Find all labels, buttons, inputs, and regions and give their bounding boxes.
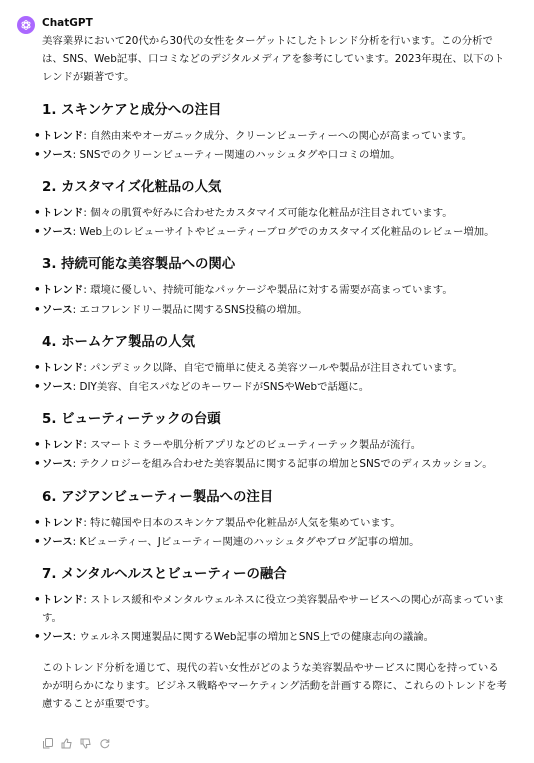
section-bullet-list [42,591,508,647]
trend-item-label: トレンド [42,129,84,142]
trend-item-text: 個々の肌質や好みに合わせたカスタマイズ可能な化粧品が注目されています。 [90,207,453,220]
section-bullet-list [42,281,508,318]
trend-item: • トレンド: パンデミック以降、自宅で簡単に使える美容ツールや製品が注目されています。 [42,359,508,377]
message-content [42,32,508,713]
section-heading: 7. メンタルヘルスとビューティーの融合 [42,567,287,583]
source-item: • ソース: ウェルネス関連製品に関するWeb記事の増加とSNS上での健康志向の議論。 [42,628,508,646]
source-item-label: ソース [42,148,73,161]
source-item-text: テクノロジーを組み合わせた美容製品に関する記事の増加とSNSでのディスカッション。 [79,458,493,471]
source-item-text: Kビューティー、Jビューティー関連のハッシュタグやブログ記事の増加。 [79,535,420,548]
section-bullet-list [42,204,508,241]
message-actions [42,738,110,749]
source-item-label: ソース [42,458,73,471]
section-heading: 1. スキンケアと成分への注目 [42,102,222,118]
trend-item-label: トレンド [42,284,84,297]
section-heading: 4. ホームケア製品の人気 [42,334,195,350]
trend-item-label: トレンド [42,439,84,452]
trend-item: • トレンド: 環境に優しい、持続可能なパッケージや製品に対する需要が高まっています。 [42,281,508,299]
trend-item-text: スマートミラーや肌分析アプリなどのビューティーテック製品が流行。 [90,439,422,452]
trend-item-text: パンデミック以降、自宅で簡単に使える美容ツールや製品が注目されています。 [90,361,463,374]
section-bullet-list [42,436,508,473]
trend-item-text: ストレス緩和やメンタルウェルネスに役立つ美容製品やサービスへの関心が高まっています。 [42,594,505,625]
trend-item-label: トレンド [42,361,84,374]
trend-item: • トレンド: 個々の肌質や好みに合わせたカスタマイズ可能な化粧品が注目されています。 [42,204,508,222]
trend-item-label: トレンド [42,207,84,220]
section-bullet-list [42,359,508,396]
trend-sections [42,101,508,647]
trend-item-label: トレンド [42,594,84,607]
trend-item: • トレンド: 特に韓国や日本のスキンケア製品や化粧品が人気を集めています。 [42,514,508,532]
source-item-text: DIY美容、自宅スパなどのキーワードがSNSやWebで話題に。 [79,381,370,394]
regenerate-icon[interactable] [99,738,110,749]
source-item-text: ウェルネス関連製品に関するWeb記事の増加とSNS上での健康志向の議論。 [79,631,435,644]
source-item: • ソース: テクノロジーを組み合わせた美容製品に関する記事の増加とSNSでのディスカッション。 [42,455,508,473]
source-item: • ソース: SNSでのクリーンビューティー関連のハッシュタグや口コミの増加。 [42,146,508,164]
conclusion-paragraph: このトレンド分析を通じて、現代の若い女性がどのような美容製品やサービスに関心を持っているかが明らかになります。ビジネス戦略やマーケティング活動を計画する際に、これらのトレンドを考慮することが重要です。 [42,661,507,711]
section-heading: 5. ビューティーテックの台頭 [42,412,221,428]
source-item-label: ソース [42,381,73,394]
trend-item-label: トレンド [42,516,84,529]
source-item: • ソース: エコフレンドリー製品に関するSNS投稿の増加。 [42,301,508,319]
source-item-text: Web上のレビューサイトやビューティーブログでのカスタマイズ化粧品のレビュー増加。 [79,226,495,239]
trend-item: • トレンド: 自然由来やオーガニック成分、クリーンビューティーへの関心が高まっています。 [42,127,508,145]
copy-icon[interactable] [42,738,53,749]
trend-item-text: 特に韓国や日本のスキンケア製品や化粧品が人気を集めています。 [90,516,401,529]
section-heading: 3. 持続可能な美容製品への関心 [42,257,236,273]
source-item: • ソース: DIY美容、自宅スパなどのキーワードがSNSやWebで話題に。 [42,378,508,396]
openai-logo-icon [20,19,32,31]
trend-item-text: 環境に優しい、持続可能なパッケージや製品に対する需要が高まっています。 [90,284,453,297]
source-item-text: SNSでのクリーンビューティー関連のハッシュタグや口コミの増加。 [79,148,401,161]
intro-paragraph: 美容業界において20代から30代の女性をターゲットにしたトレンド分析を行います。この分析では、SNS、Web記事、口コミなどのデジタルメディアを参考にしています。2023年現在、以下のトレンドが顕著です。 [42,35,505,84]
trend-item: • トレンド: ストレス緩和やメンタルウェルネスに役立つ美容製品やサービスへの関心が高まっています。 [42,591,508,627]
source-item: • ソース: Kビューティー、Jビューティー関連のハッシュタグやブログ記事の増加。 [42,533,508,551]
thumbs-down-icon[interactable] [80,738,91,749]
chatgpt-avatar [17,16,35,34]
source-item: • ソース: Web上のレビューサイトやビューティーブログでのカスタマイズ化粧品のレビュー増加。 [42,223,508,241]
source-item-label: ソース [42,631,73,644]
source-item-label: ソース [42,303,73,316]
thumbs-up-icon[interactable] [61,738,72,749]
section-heading: 6. アジアンビューティー製品への注目 [42,489,274,505]
source-item-label: ソース [42,226,73,239]
source-item-text: エコフレンドリー製品に関するSNS投稿の増加。 [79,303,308,316]
source-item-label: ソース [42,535,73,548]
section-bullet-list [42,514,508,551]
author-name: ChatGPT [42,17,93,29]
trend-item: • トレンド: スマートミラーや肌分析アプリなどのビューティーテック製品が流行。 [42,436,508,454]
section-heading: 2. カスタマイズ化粧品の人気 [42,180,222,196]
section-bullet-list [42,127,508,164]
trend-item-text: 自然由来やオーガニック成分、クリーンビューティーへの関心が高まっています。 [90,129,473,142]
